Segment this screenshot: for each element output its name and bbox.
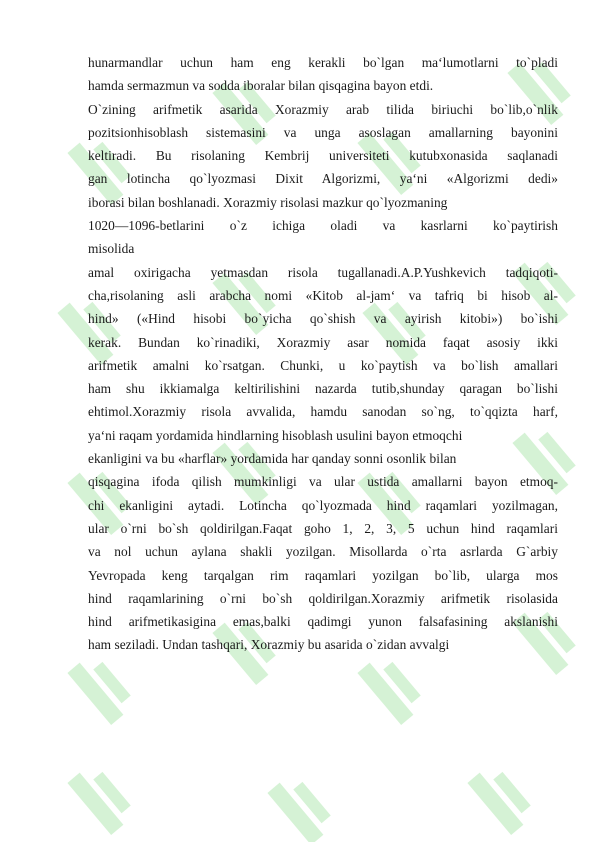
text-line: misolida bbox=[88, 241, 135, 257]
text-line: ehtimol.Xorazmiy risola avvalida, hamdu sanodan so`ng, to`qqizta harf, bbox=[88, 404, 558, 420]
text-line: chi ekanligini aytadi. Lotincha qo`lyozmada hind raqamlari yozilmagan, bbox=[88, 497, 558, 513]
watermark-mark bbox=[67, 761, 137, 835]
text-line: ham seziladi. Undan tashqari, Xorazmiy bu asarida o`zidan avvalgi bbox=[88, 637, 450, 653]
text-line: 1020—1096-betlarini o`z ichiga oladi va kasrlarni ko`paytirish bbox=[88, 218, 558, 234]
text-line: hind raqamlarining o`rni bo`sh qoldirilgan.Xorazmiy arifmetik risolasida bbox=[88, 590, 558, 606]
text-line: arifmetik amalni ko`rsatgan. Chunki, u ko`paytish va bo`lish amallari bbox=[88, 357, 558, 373]
text-line: ya‘ni raqam yordamida hindlarning hisoblash usulini bayon etmoqchi bbox=[88, 427, 463, 443]
text-line: qisqagina ifoda qilish mumkinligi va ular ustida amallarni bayon etmoq- bbox=[88, 474, 558, 490]
text-line: pozitsionhisoblash sistemasini va unga asoslagan amallarning bayonini bbox=[88, 124, 558, 140]
text-line: keltiradi. Bu risolaning Kembrij universiteti kutubxonasida saqlanadi bbox=[88, 148, 558, 164]
text-line: hamda sermazmun va sodda iboralar bilan qisqagina bayon etdi. bbox=[88, 78, 434, 94]
text-line: va nol uchun aylana shakli yozilgan. Misollarda o`rta asrlarda G`arbiy bbox=[88, 544, 558, 560]
text-line: ular o`rni bo`sh qoldirilgan.Faqat goho 1, 2, 3, 5 uchun hind raqamlari bbox=[88, 520, 558, 536]
text-line: O`zining arifmetik asarida Xorazmiy arab tilida biriuchi bo`lib,o`nlik bbox=[88, 101, 558, 117]
text-line: gan lotincha qo`lyozmasi Dixit Algorizmi, ya‘ni «Algorizmi dedi» bbox=[88, 171, 558, 187]
text-line: cha,risolaning asli arabcha nomi «Kitob al-jam‘ va tafriq bi hisob al- bbox=[88, 287, 558, 303]
text-line: kerak. Bundan ko`rinadiki, Xorazmiy asar nomida faqat asosiy ikki bbox=[88, 334, 558, 350]
text-line: ekanligini va bu «harflar» yordamida har qanday sonni osonlik bilan bbox=[88, 451, 457, 467]
watermark-mark bbox=[467, 761, 537, 835]
text-line: amal oxirigacha yetmasdan risola tugallanadi.A.P.Yushkevich tadqiqoti- bbox=[88, 264, 558, 280]
watermark-mark bbox=[67, 651, 137, 725]
text-line: hind» («Hind hisobi bo`yicha qo`shish va ayirish kitobi») bo`ishi bbox=[88, 311, 558, 327]
text-line: hunarmandlar uchun ham eng kerakli bo`lgan ma‘lumotlarni to`pladi bbox=[88, 55, 558, 70]
watermark-mark bbox=[357, 651, 427, 725]
text-line: hind arifmetikasigina emas,balki qadimgi yunon falsafasining akslanishi bbox=[88, 614, 558, 630]
document-body bbox=[88, 51, 558, 657]
text-line: ham shu ikkiamalga keltirilishini nazarda tutib,shunday qaragan bo`lishi bbox=[88, 381, 558, 397]
text-line: Yevropada keng tarqalgan rim raqamlari yozilgan bo`lib, ularga mos bbox=[88, 567, 558, 583]
watermark-mark bbox=[267, 771, 337, 842]
text-line: iborasi bilan boshlanadi. Xorazmiy risolasi mazkur qo`lyozmaning bbox=[88, 194, 448, 210]
